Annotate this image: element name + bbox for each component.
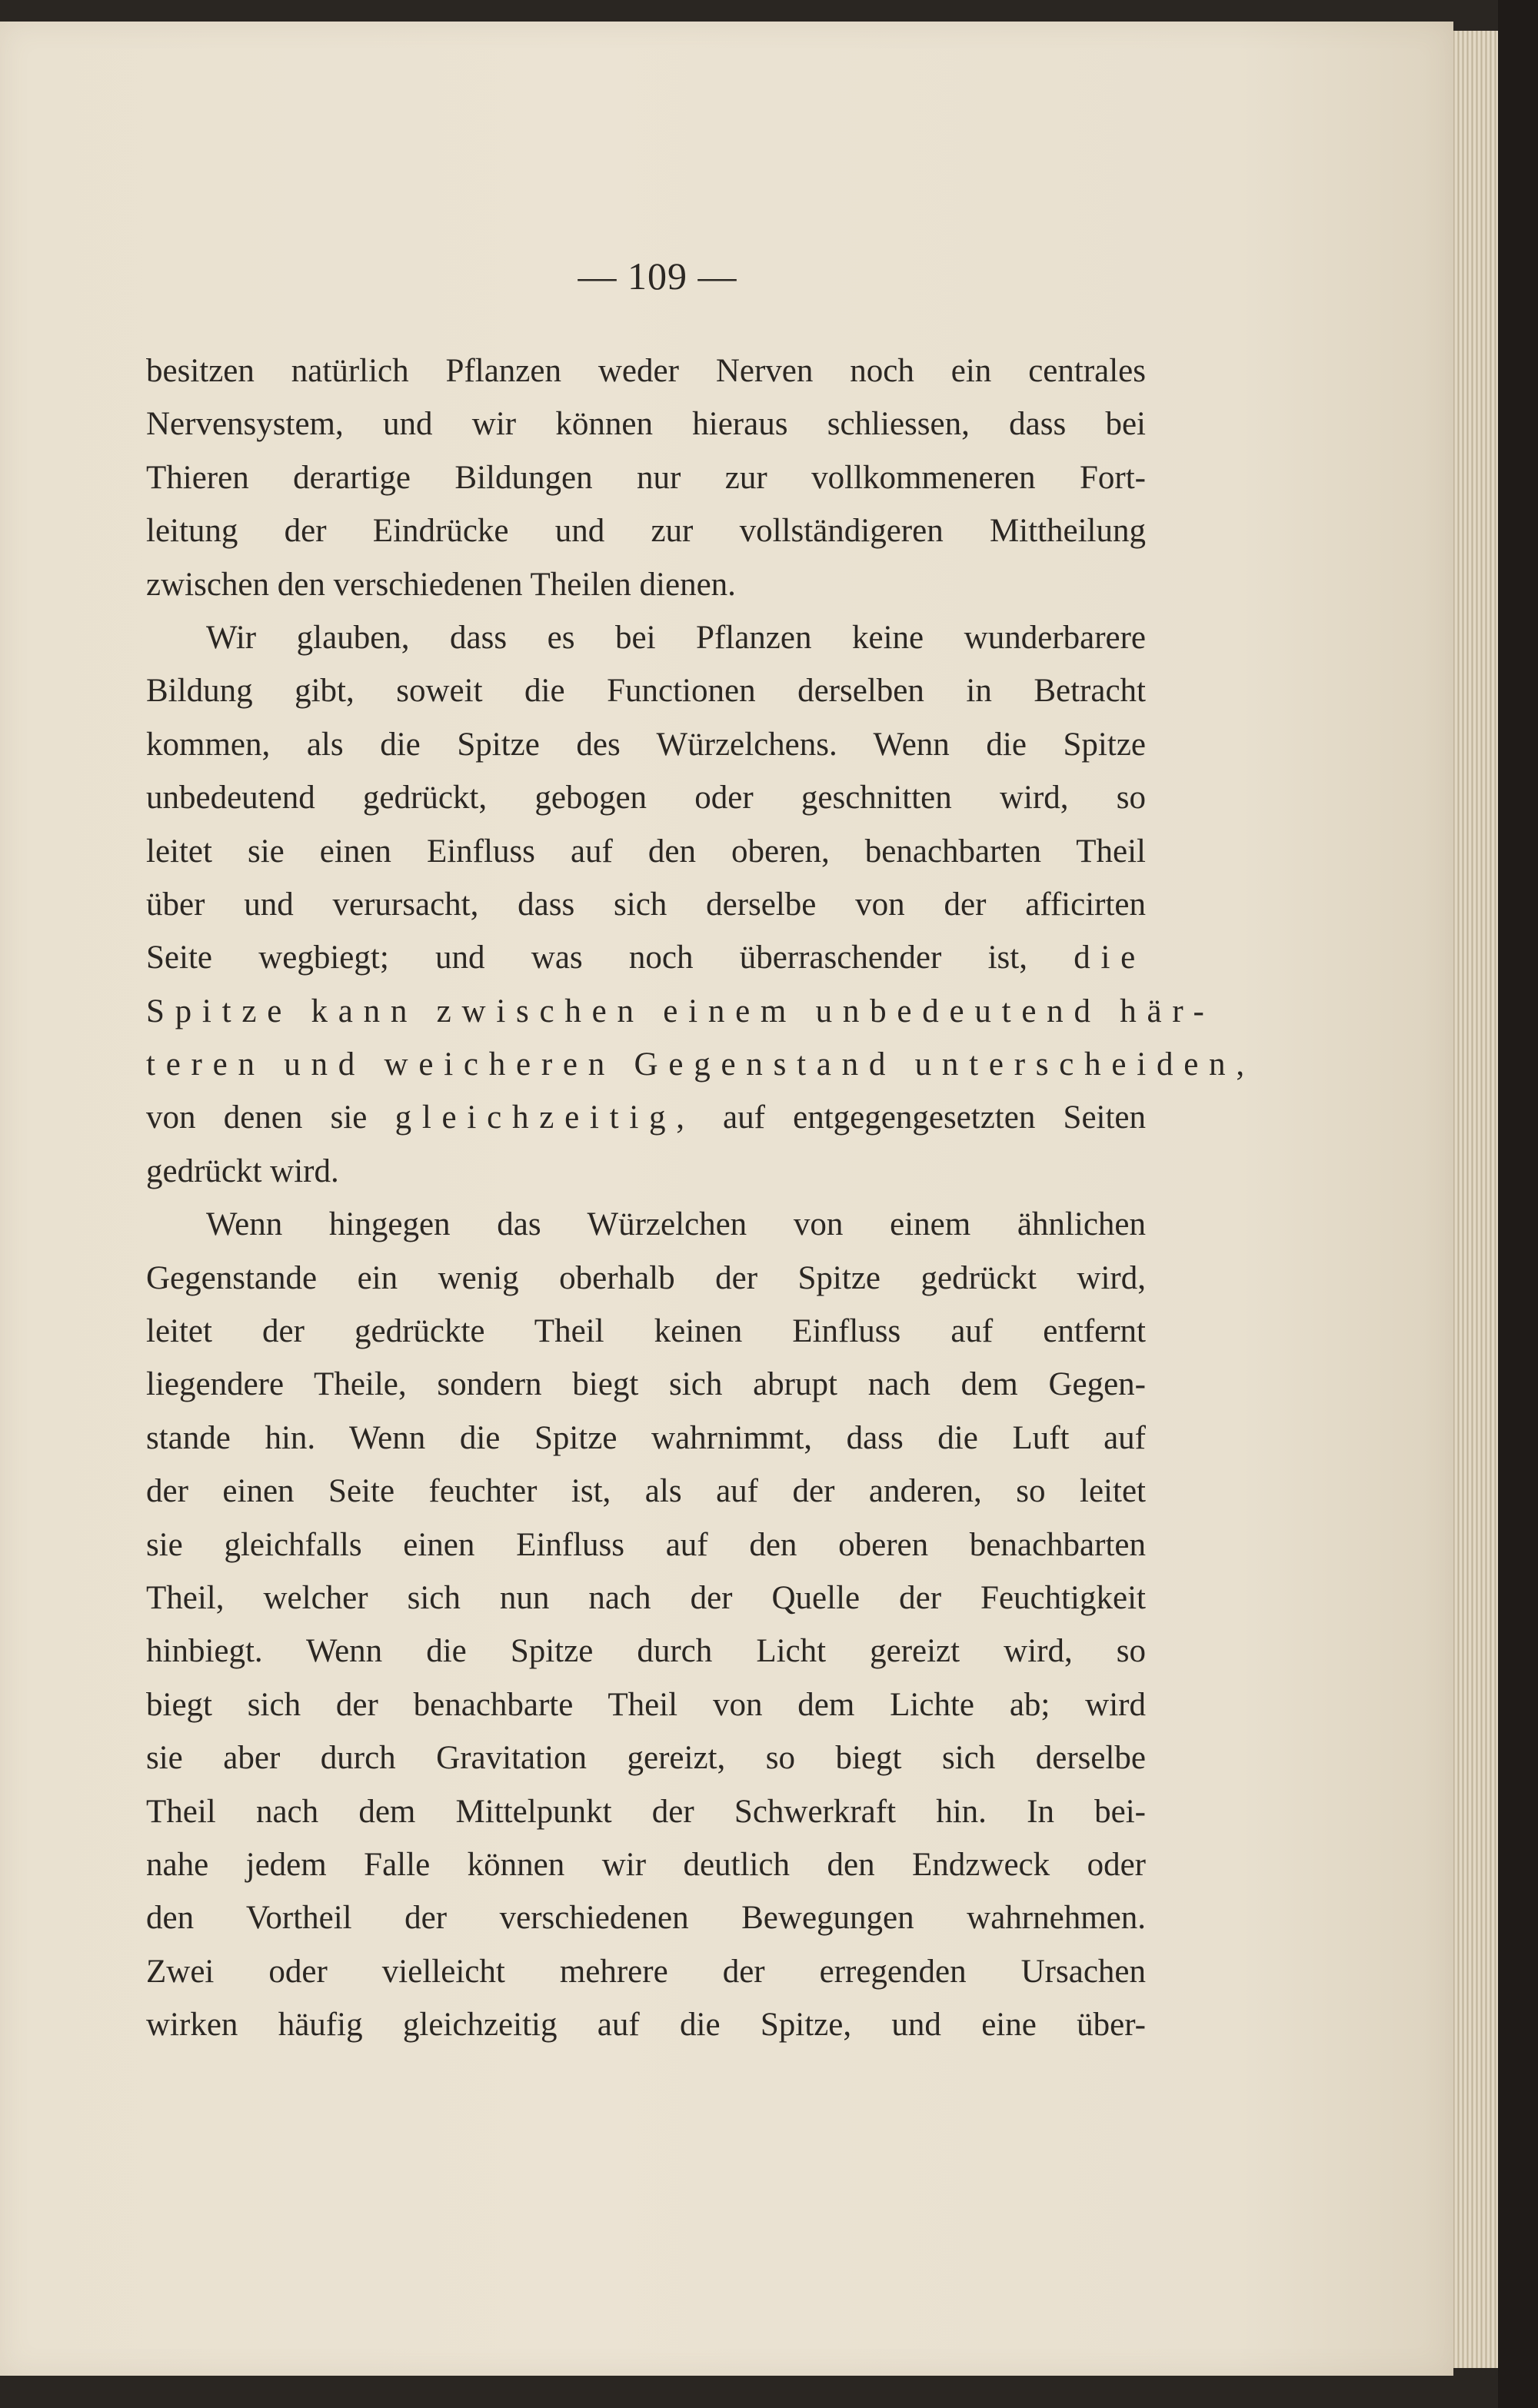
spaced-text-segment: die (1074, 940, 1147, 976)
text-line: leitung der Eindrücke und zur vollständigeren Mittheilung (146, 513, 1146, 550)
text-line: sie aber durch Gravitation gereizt, so biegt sich derselbe (146, 1740, 1146, 1777)
text-line: über und verursacht, dass sich derselbe von der afficirten (146, 886, 1146, 923)
text-line: hinbiegt. Wenn die Spitze durch Licht gereizt wird, so (146, 1633, 1146, 1670)
text-line: zwischen den verschiedenen Theilen dienen. (146, 566, 736, 603)
text-segment: auf entgegengesetzten Seiten (723, 1099, 1147, 1136)
text-line: Zwei oder vielleicht mehrere der erregenden Ursachen (146, 1953, 1146, 1990)
text-line: Wenn hingegen das Würzelchen von einem ähnlichen (206, 1206, 1146, 1243)
text-segment: von denen sie (146, 1099, 368, 1136)
text-line: biegt sich der benachbarte Theil von dem Lichte ab; wird (146, 1686, 1146, 1723)
text-line: gedrückt wird. (146, 1152, 339, 1189)
text-line: liegendere Theile, sondern biegt sich abrupt nach dem Gegen- (146, 1366, 1146, 1403)
text-line: leitet sie einen Einfluss auf den oberen, benachbarten Theil (146, 833, 1146, 870)
text-line: Thieren derartige Bildungen nur zur vollkommeneren Fort- (146, 459, 1146, 496)
text-segment: Seite wegbiegt; und was noch überraschender ist, (146, 940, 1027, 976)
paragraph-2 (146, 611, 1255, 1198)
text-block (146, 254, 1255, 2052)
text-line (146, 931, 1146, 984)
text-line: Gegenstande ein wenig oberhalb der Spitze gedrückt wird, (146, 1259, 1146, 1296)
text-line: unbedeutend gedrückt, gebogen oder geschnitten wird, so (146, 780, 1146, 817)
text-line: nahe jedem Falle können wir deutlich den Endzweck oder (146, 1846, 1146, 1883)
spaced-text-line: Spitze kann zwischen einem unbedeutend här- (146, 993, 1215, 1029)
text-line: Theil, welcher sich nun nach der Quelle der Feuchtigkeit (146, 1579, 1146, 1616)
page-number: — 109 — (578, 254, 737, 298)
text-line: sie gleichfalls einen Einfluss auf den oberen benachbarten (146, 1526, 1146, 1563)
text-line: Wir glauben, dass es bei Pflanzen keine wunderbarere (206, 619, 1146, 656)
spaced-text-line: teren und weicheren Gegenstand unterscheiden, (146, 1046, 1255, 1083)
text-line: Theil nach dem Mittelpunkt der Schwerkraft hin. In bei- (146, 1793, 1146, 1830)
text-line: leitet der gedrückte Theil keinen Einfluss auf entfernt (146, 1313, 1146, 1350)
spaced-text-segment: gleichzeitig, (394, 1099, 695, 1136)
text-line: wirken häufig gleichzeitig auf die Spitze, und eine über- (146, 2007, 1146, 2044)
text-line: Bildung gibt, soweit die Functionen derselben in Betracht (146, 673, 1146, 710)
text-line: besitzen natürlich Pflanzen weder Nerven noch ein centrales (146, 353, 1146, 389)
text-line: den Vortheil der verschiedenen Bewegungen wahrnehmen. (146, 1900, 1146, 1937)
book-cover-edge (1498, 0, 1538, 2408)
text-line (146, 1091, 1146, 1144)
text-line: kommen, als die Spitze des Würzelchens. Wenn die Spitze (146, 726, 1146, 763)
text-line: der einen Seite feuchter ist, als auf der anderen, so leitet (146, 1473, 1146, 1510)
text-line: Nervensystem, und wir können hieraus schliessen, dass bei (146, 406, 1146, 443)
paragraph-1 (146, 344, 1146, 611)
text-line: stande hin. Wenn die Spitze wahrnimmt, dass die Luft auf (146, 1419, 1146, 1456)
paragraph-3 (146, 1198, 1146, 2051)
